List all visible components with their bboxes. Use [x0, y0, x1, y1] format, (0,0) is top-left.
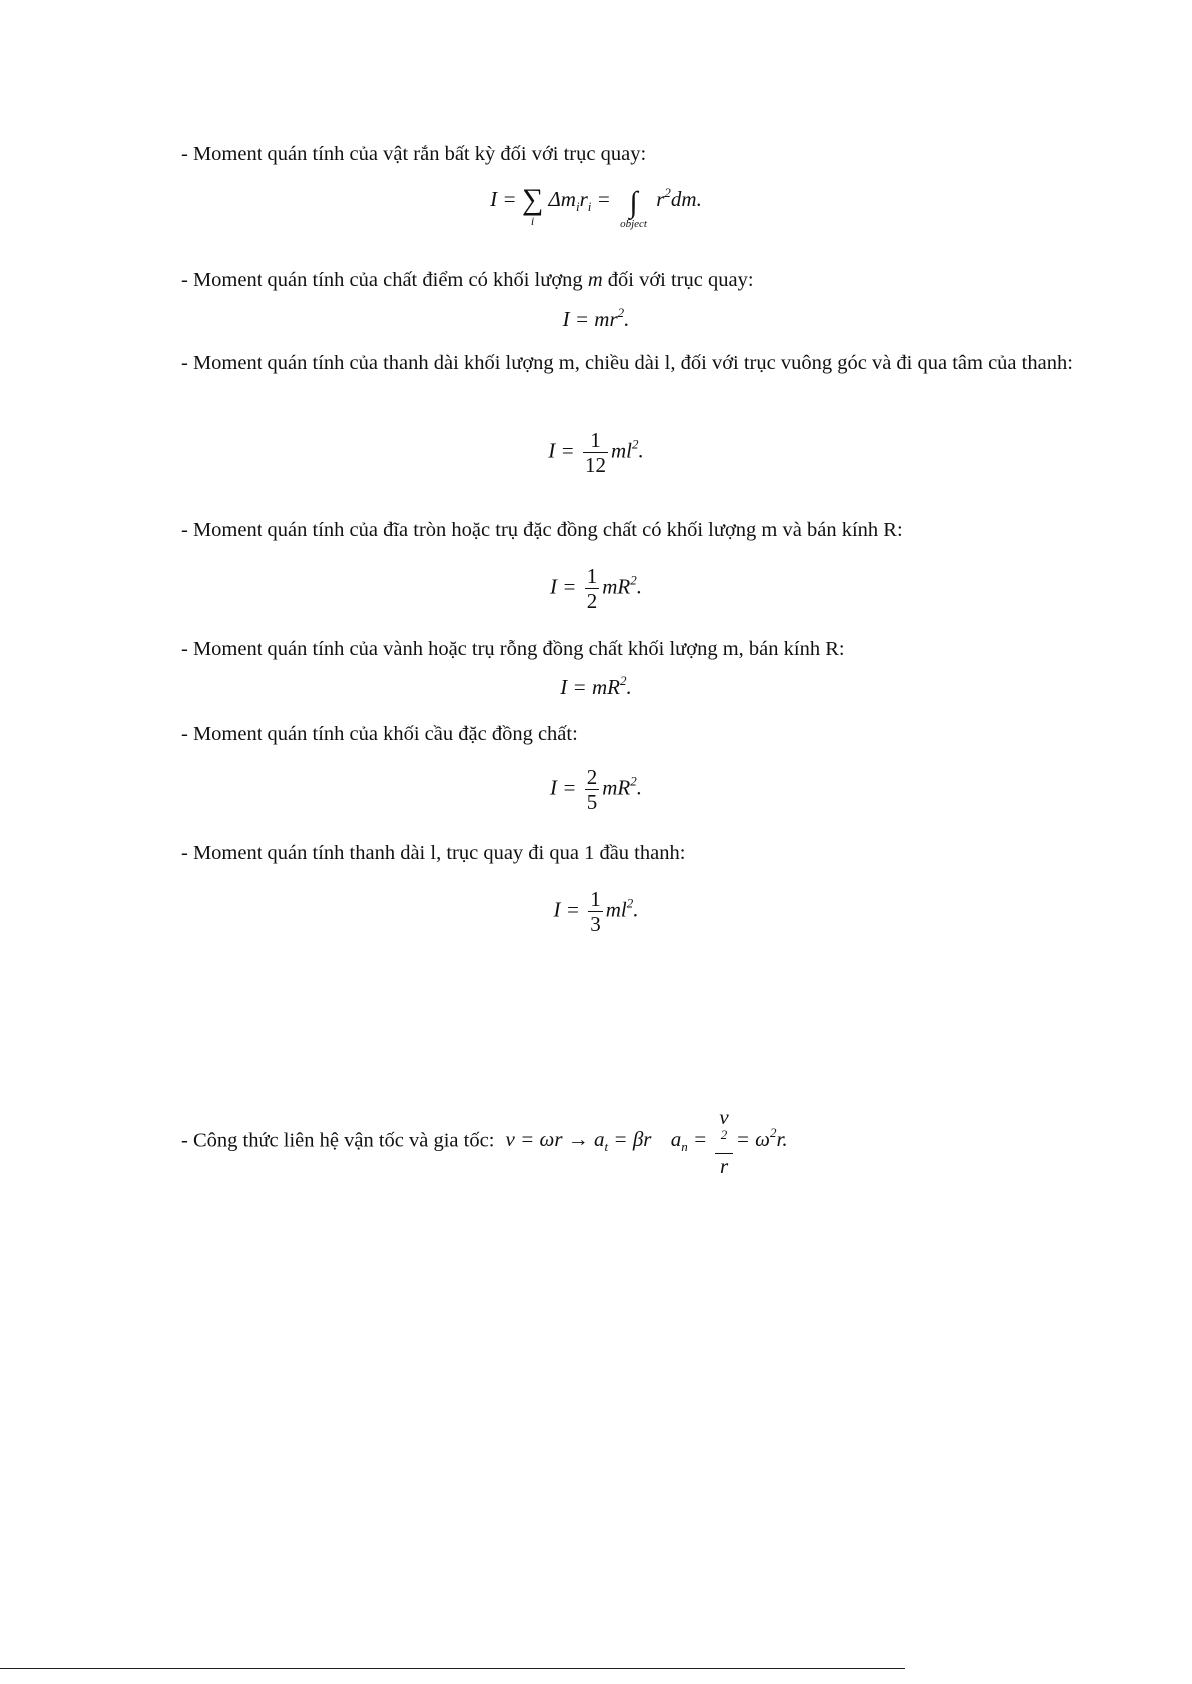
- formula-rod-end: [0, 887, 1192, 936]
- r-integrand: r: [656, 186, 665, 211]
- sum-symbol: ∑: [521, 183, 544, 216]
- period: .: [624, 307, 630, 331]
- r-end: r.: [776, 1127, 788, 1152]
- delta-m-subscript: i: [575, 198, 580, 214]
- formula-rhs: mR: [602, 775, 631, 800]
- formula-lhs: I =: [550, 775, 577, 800]
- sum-limit: i: [530, 214, 535, 228]
- equals: =: [591, 186, 611, 211]
- dm-term: dm.: [670, 186, 702, 211]
- exponent: 2: [630, 572, 637, 588]
- footer-rule: [0, 1668, 905, 1669]
- period: .: [638, 438, 644, 463]
- formula-ring: [0, 672, 1192, 702]
- formula-rod-center: [0, 428, 1192, 477]
- formula-point-mass: [0, 304, 1192, 334]
- exponent: 2: [630, 773, 637, 789]
- item-disc: - Moment quán tính của đĩa tròn hoặc trụ đặc đồng chất có khối lượng m và bán kính R:: [181, 519, 903, 541]
- v-omega-r: v = ωr → a: [505, 1127, 605, 1152]
- exponent: 2: [617, 305, 625, 320]
- item-sphere: - Moment quán tính của khối cầu đặc đồng chất:: [181, 723, 578, 745]
- denominator: 5: [586, 790, 598, 814]
- period: .: [636, 775, 642, 800]
- v-exponent: 2: [720, 1127, 728, 1142]
- formula-lhs: I =: [553, 897, 580, 922]
- item-ring: - Moment quán tính của vành hoặc trụ rỗng đồng chất khối lượng m, bán kính R:: [181, 638, 845, 660]
- r-term: r: [579, 186, 588, 211]
- formula-rhs: ml: [605, 897, 627, 922]
- period: .: [636, 574, 642, 599]
- fraction: [583, 428, 608, 477]
- item-rigid-body: - Moment quán tính của vật rắn bất kỳ đối với trục quay:: [181, 143, 647, 165]
- fraction: [585, 564, 600, 613]
- text-after: đối với trục quay:: [602, 269, 754, 291]
- delta-m: Δm: [548, 186, 576, 211]
- denominator: 12: [584, 453, 606, 477]
- integral-operator: [620, 188, 647, 230]
- text-before: - Moment quán tính của chất điểm có khối lượng: [181, 269, 588, 291]
- r-subscript: i: [587, 198, 592, 214]
- sum-operator: [521, 183, 544, 228]
- fraction: [585, 765, 600, 814]
- kinematics-formula: [505, 1105, 788, 1178]
- mass-variable: m: [587, 269, 603, 291]
- r-exponent: 2: [664, 184, 671, 200]
- formula-disc: [0, 564, 1192, 613]
- period: .: [633, 897, 639, 922]
- formula-lhs: I = mr: [562, 307, 618, 331]
- exponent: 2: [619, 673, 627, 688]
- kinematics-text: - Công thức liên hệ vận tốc và gia tốc:: [181, 1129, 495, 1152]
- v-numerator: v: [719, 1105, 729, 1129]
- item-rod-end: - Moment quán tính thanh dài l, trục quay đi qua 1 đầu thanh:: [181, 842, 686, 864]
- formula-sphere: [0, 765, 1192, 814]
- an-subscript: n: [681, 1139, 688, 1155]
- exponent: 2: [631, 436, 639, 452]
- denominator: 3: [590, 912, 601, 936]
- omega-term: = ω: [735, 1127, 770, 1152]
- formula-lhs: I =: [490, 186, 517, 211]
- equals: =: [687, 1127, 708, 1152]
- formula-lhs: I = mR: [560, 675, 620, 699]
- fraction: [715, 1105, 732, 1178]
- formula-lhs: I =: [550, 574, 577, 599]
- item-point-mass: [181, 266, 1081, 294]
- numerator: 2: [586, 765, 598, 789]
- beta-r: = βr: [608, 1127, 652, 1152]
- integral-symbol: ∫: [629, 186, 638, 219]
- at-subscript: t: [604, 1139, 609, 1155]
- denominator: r: [719, 1154, 729, 1178]
- omega-exponent: 2: [769, 1125, 777, 1141]
- denominator: 2: [586, 589, 598, 613]
- numerator: [715, 1105, 732, 1154]
- formula-lhs: I =: [548, 438, 575, 463]
- item-kinematics: [181, 1105, 1081, 1178]
- period: .: [626, 675, 632, 699]
- item-rod-center: - Moment quán tính của thanh dài khối lượng m, chiều dài l, đối với trục vuông góc và đi qua tâm của thanh:: [181, 352, 1073, 374]
- exponent: 2: [626, 895, 634, 911]
- formula-rhs: ml: [610, 438, 632, 463]
- numerator: 1: [586, 564, 598, 588]
- numerator: 1: [583, 428, 608, 453]
- fraction: [588, 887, 603, 936]
- integral-limit: object: [620, 218, 647, 230]
- formula-rhs: mR: [602, 574, 631, 599]
- numerator: 1: [590, 887, 601, 911]
- formula-rigid-body: [0, 180, 1192, 230]
- an-term: a: [670, 1127, 682, 1152]
